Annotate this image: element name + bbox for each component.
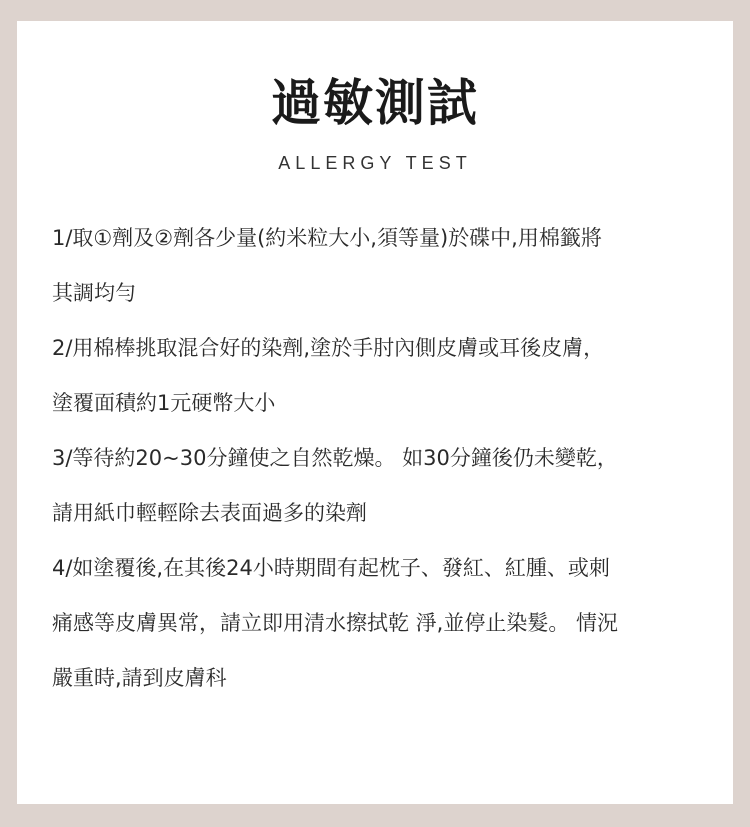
text-line: 3/等待約20~30分鐘使之自然乾燥。 如30分鐘後仍未變乾， xyxy=(52,446,618,470)
text-line: 請用紙巾輕輕除去表面過多的染劑 xyxy=(52,501,367,525)
page-title: 過敏測試 xyxy=(271,74,479,132)
text-line: 1/取①劑及②劑各少量(約米粒大小,須等量)於碟中,用棉籤將 xyxy=(52,226,602,250)
text-line: 塗覆面積約1元硬幣大小 xyxy=(52,391,276,415)
text-line: 嚴重時,請到皮膚科 xyxy=(52,666,227,690)
instruction-text xyxy=(52,213,712,708)
text-line: 其調均勻 xyxy=(52,281,136,305)
text-line: 2/用棉棒挑取混合好的染劑,塗於手肘內側皮膚或耳後皮膚， xyxy=(52,336,605,360)
text-line: 4/如塗覆後,在其後24小時期間有起枕子、發紅、紅腫、或刺 xyxy=(52,556,610,580)
text-line: 痛感等皮膚異常，請立即用清水擦拭乾 淨,並停止染髮。 情況 xyxy=(52,611,619,635)
page-subtitle: ALLERGY TEST xyxy=(278,153,472,173)
